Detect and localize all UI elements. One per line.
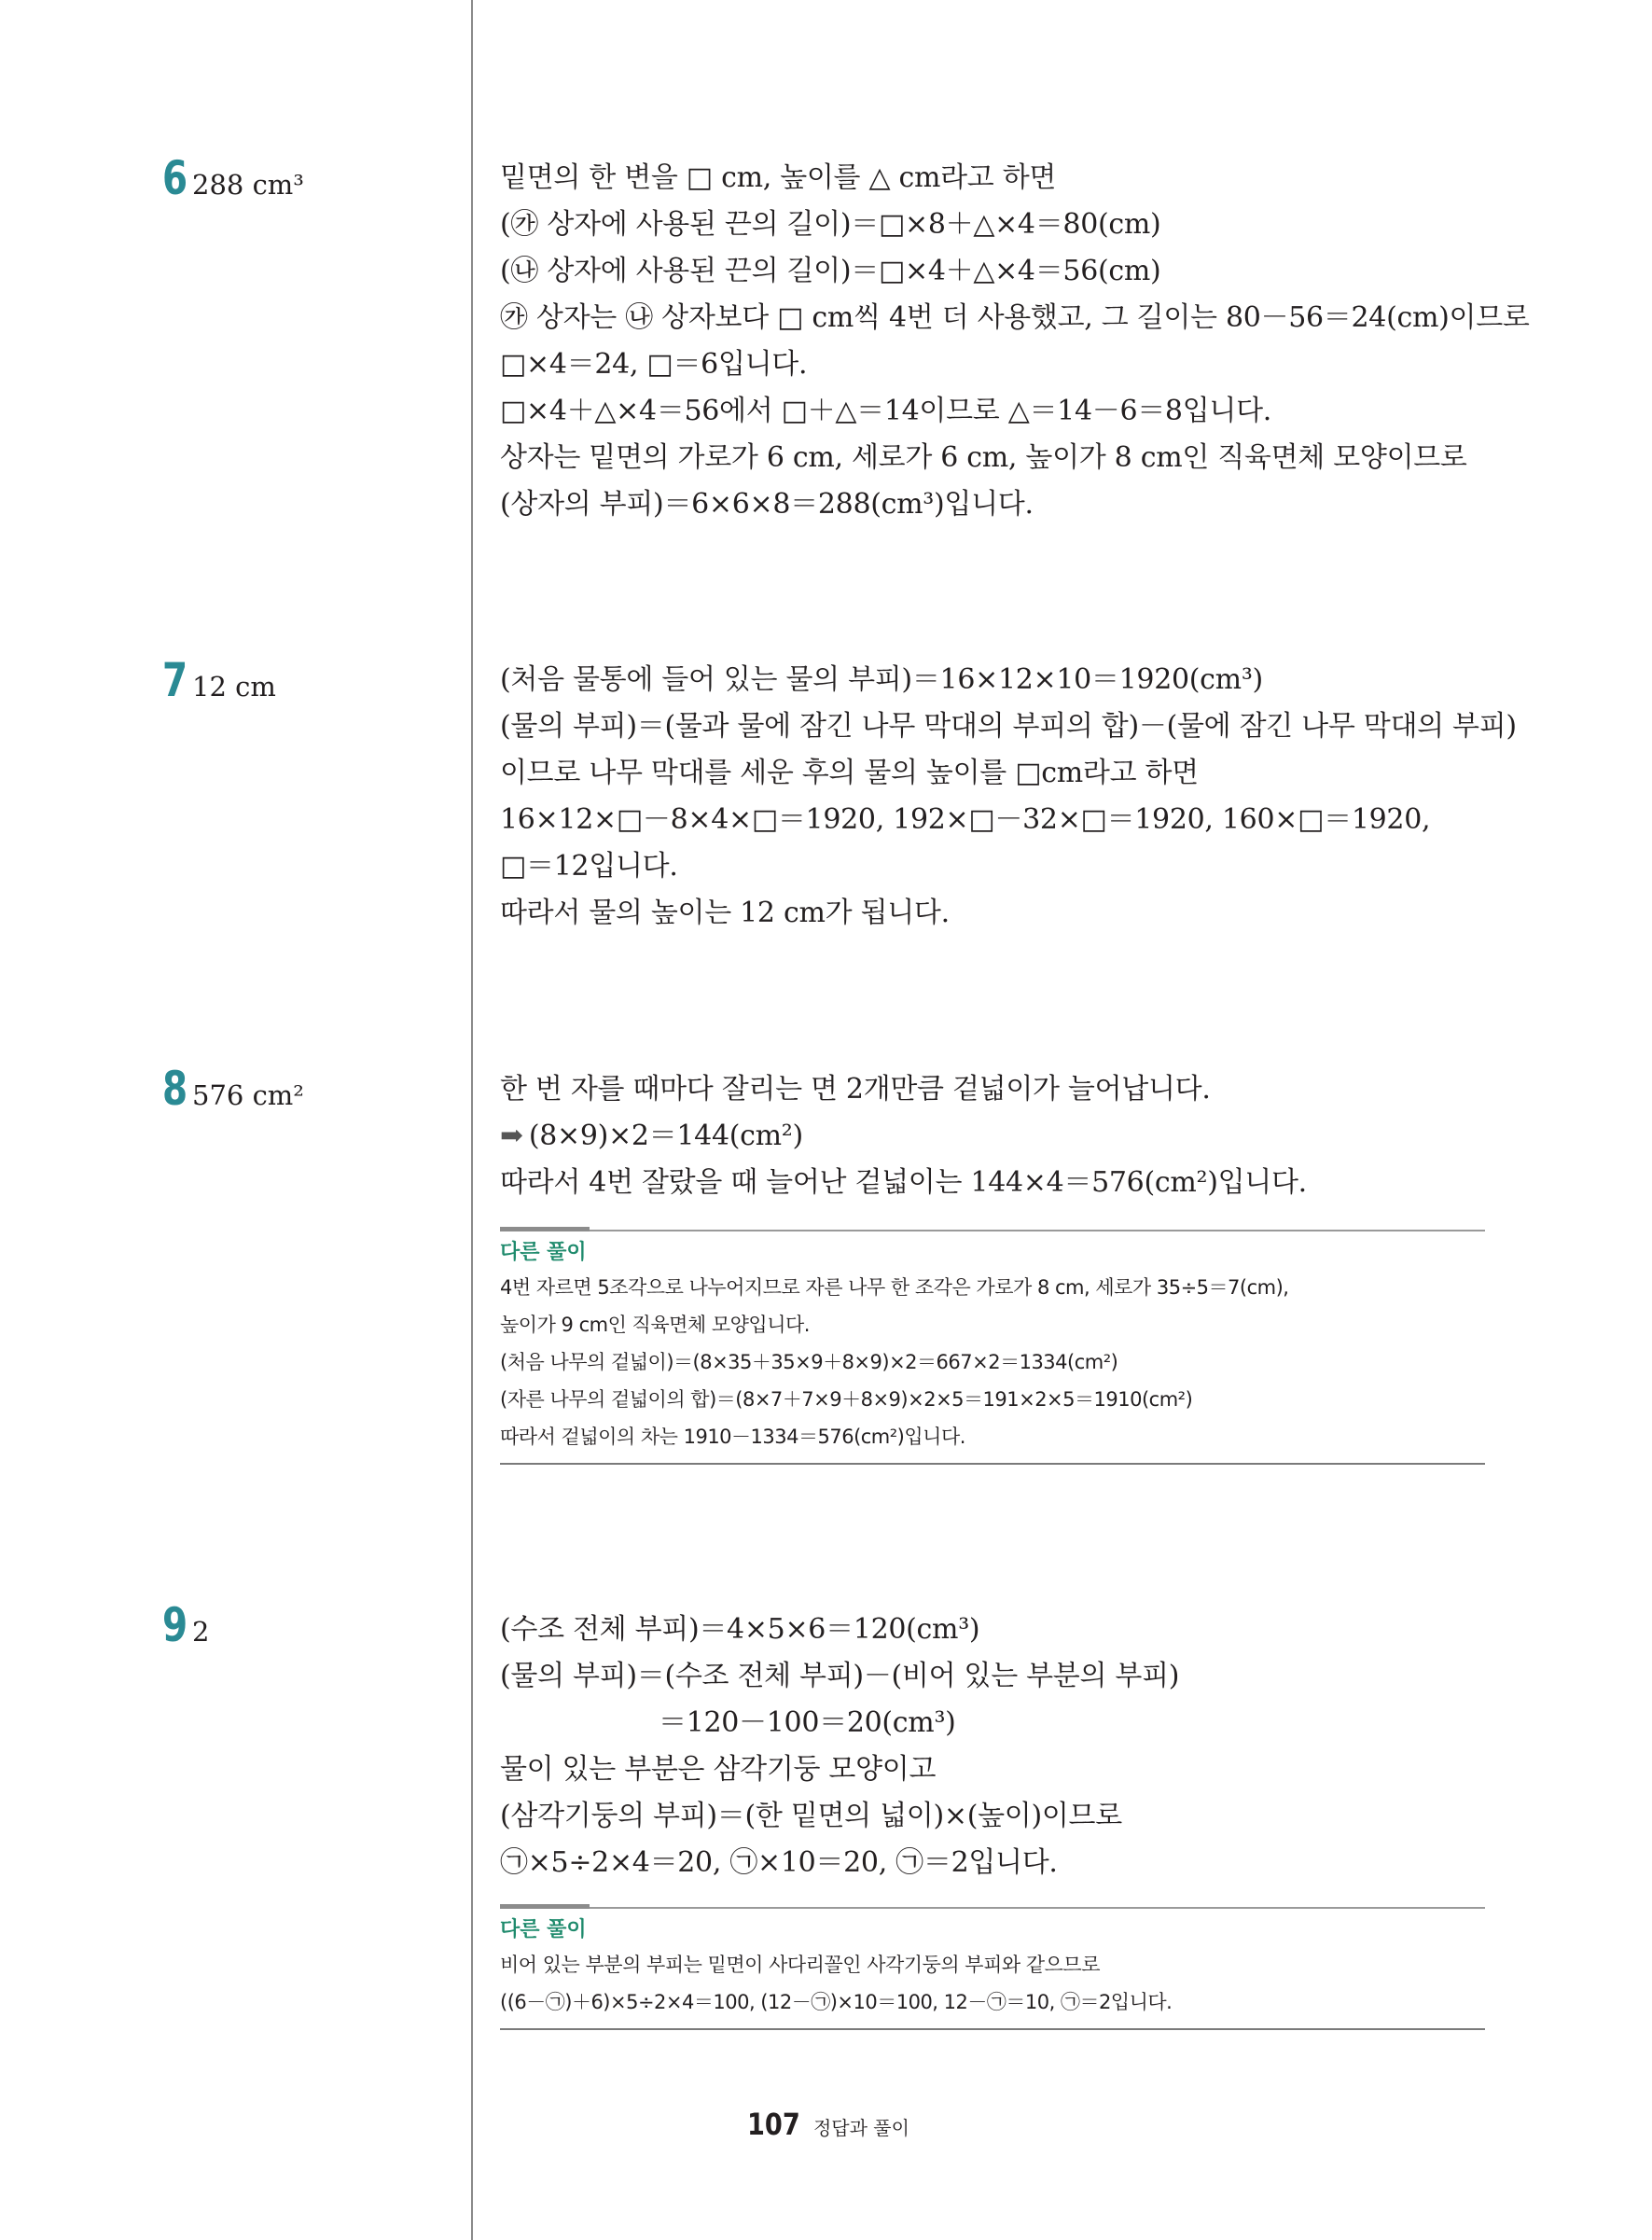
solution-line: ＝120－100＝20(cm³)	[659, 1706, 956, 1739]
page-footer-label: 정답과 풀이	[812, 2117, 909, 2139]
alternative-solution-rule	[500, 1907, 1485, 1909]
solution-line: (삼각기둥의 부피)＝(한 밑면의 넓이)×(높이)이므로	[500, 1800, 1122, 1832]
solution-line: (㉯ 상자에 사용된 끈의 길이)＝□×4＋△×4＝56(cm)	[500, 255, 1161, 287]
alternative-solution-rule	[500, 1230, 1485, 1231]
solution-line: (처음 물통에 들어 있는 물의 부피)＝16×12×10＝1920(cm³)	[500, 663, 1263, 696]
alternative-solution-line: 높이가 9 cm인 직육면체 모양입니다.	[500, 1314, 810, 1336]
solution-line: (물의 부피)＝(수조 전체 부피)－(비어 있는 부분의 부피)	[500, 1660, 1180, 1692]
solution-line: 물이 있는 부분은 삼각기둥 모양이고	[500, 1753, 937, 1786]
problem-answer: 2	[192, 1616, 210, 1648]
alternative-solution-line: ((6－㉠)＋6)×5÷2×4＝100, (12－㉠)×10＝100, 12－㉠＝10, ㉠＝2입니다.	[500, 1991, 1173, 2013]
problem-9-solution	[500, 1607, 1489, 1886]
problem-number: 6	[162, 151, 187, 205]
solution-line: 16×12×□－8×4×□＝1920, 192×□－32×□＝1920, 160×□＝1920,	[500, 803, 1431, 836]
solution-line: □＝12입니다.	[500, 850, 678, 883]
problem-number: 7	[162, 653, 187, 707]
solution-line-text: (8×9)×2＝144(cm²)	[528, 1120, 803, 1152]
solution-line: 상자는 밑면의 가로가 6 cm, 세로가 6 cm, 높이가 8 cm인 직육면체 모양이므로	[500, 441, 1467, 474]
problem-8-header	[162, 1062, 304, 1116]
problem-7-solution	[500, 657, 1517, 937]
alternative-solution-title: 다른 풀이	[500, 1241, 587, 1264]
problem-6-solution	[500, 155, 1530, 528]
alternative-solution-box	[500, 1907, 1485, 2030]
solution-line: 따라서 4번 잘랐을 때 늘어난 겉넓이는 144×4＝576(cm²)입니다.	[500, 1166, 1307, 1199]
solution-line: (상자의 부피)＝6×6×8＝288(cm³)입니다.	[500, 488, 1034, 521]
solution-line: (수조 전체 부피)＝4×5×6＝120(cm³)	[500, 1613, 980, 1646]
solution-line: ㉮ 상자는 ㉯ 상자보다 □ cm씩 4번 더 사용했고, 그 길이는 80－56＝24(cm)이므로	[500, 301, 1530, 334]
solution-line: □×4＋△×4＝56에서 □＋△＝14이므로 △＝14－6＝8입니다.	[500, 395, 1271, 427]
page-footer	[0, 2107, 1652, 2142]
solution-line: (물의 부피)＝(물과 물에 잠긴 나무 막대의 부피의 합)－(물에 잠긴 나무 막대의 부피)	[500, 710, 1517, 743]
problem-6-header	[162, 151, 304, 205]
alternative-solution-box	[500, 1230, 1485, 1465]
solution-line: 이므로 나무 막대를 세운 후의 물의 높이를 □cm라고 하면	[500, 757, 1199, 789]
arrow-right-icon: ➡	[500, 1120, 523, 1152]
problem-number: 8	[162, 1062, 187, 1116]
alternative-solution-line: 비어 있는 부분의 부피는 밑면이 사다리꼴인 사각기둥의 부피와 같으므로	[500, 1954, 1100, 1976]
alternative-solution-title: 다른 풀이	[500, 1918, 587, 1941]
problem-number: 9	[162, 1598, 187, 1652]
alternative-solution-line: (자른 나무의 겉넓이의 합)＝(8×7＋7×9＋8×9)×2×5＝191×2×5＝1910(cm²)	[500, 1388, 1193, 1411]
problem-8-solution	[500, 1066, 1489, 1206]
solution-line: □×4＝24, □＝6입니다.	[500, 348, 808, 381]
problem-answer: 576 cm²	[192, 1079, 304, 1111]
problem-answer: 12 cm	[192, 671, 276, 703]
alternative-solution-line: (처음 나무의 겉넓이)＝(8×35＋35×9＋8×9)×2＝667×2＝1334(cm²)	[500, 1351, 1118, 1373]
alternative-solution-line: 4번 자르면 5조각으로 나누어지므로 자른 나무 한 조각은 가로가 8 cm, 세로가 35÷5＝7(cm),	[500, 1276, 1289, 1299]
solution-line: 밑면의 한 변을 □ cm, 높이를 △ cm라고 하면	[500, 161, 1057, 194]
solution-line: 따라서 물의 높이는 12 cm가 됩니다.	[500, 897, 950, 929]
page-number: 107	[747, 2107, 800, 2142]
solution-line: ㉠×5÷2×4＝20, ㉠×10＝20, ㉠＝2입니다.	[500, 1846, 1058, 1879]
column-divider	[471, 0, 473, 2240]
problem-7-header	[162, 653, 276, 707]
solution-line	[500, 1113, 1489, 1160]
problem-9-header	[162, 1598, 209, 1652]
alternative-solution-line: 따라서 겉넓이의 차는 1910－1334＝576(cm²)입니다.	[500, 1426, 965, 1448]
solution-line: 한 번 자를 때마다 잘리는 면 2개만큼 겉넓이가 늘어납니다.	[500, 1073, 1211, 1106]
solution-line: (㉮ 상자에 사용된 끈의 길이)＝□×8＋△×4＝80(cm)	[500, 208, 1161, 241]
problem-answer: 288 cm³	[192, 169, 304, 201]
